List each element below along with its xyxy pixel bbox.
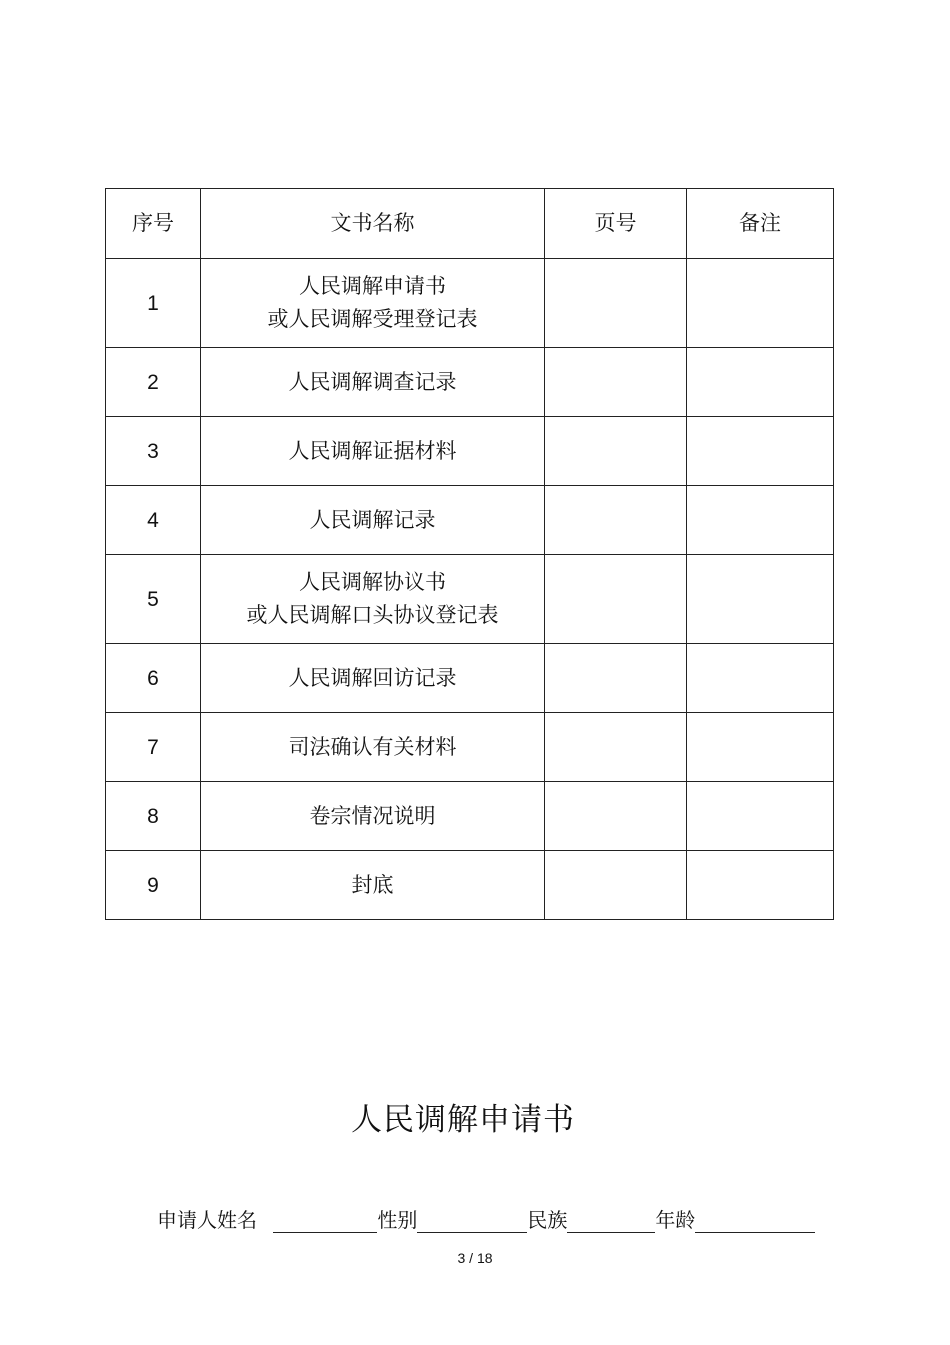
row-number: 2 [106,348,201,417]
remark-cell [687,644,834,713]
applicant-name-field[interactable] [273,1210,377,1233]
document-name-cell: 人民调解证据材料 [201,417,545,486]
remark-cell [687,782,834,851]
document-name-cell: 司法确认有关材料 [201,713,545,782]
remark-cell [687,348,834,417]
remark-cell [687,713,834,782]
document-name-cell: 人民调解调查记录 [201,348,545,417]
page-number-cell [545,259,687,348]
remark-cell [687,417,834,486]
header-remarks: 备注 [687,189,834,259]
document-name-line2: 或人民调解口头协议登记表 [246,603,499,627]
row-number: 7 [106,713,201,782]
table-row [106,348,834,417]
row-number: 4 [106,486,201,555]
document-name-line2: 或人民调解受理登记表 [267,307,478,331]
row-number: 9 [106,851,201,920]
document-name-line1: 人民调解协议书 [299,570,446,594]
page-number: 3 / 18 [457,1250,493,1266]
document-name-cell: 人民调解记录 [201,486,545,555]
table-row [106,555,834,644]
table-row [106,486,834,555]
document-name-cell [201,555,545,644]
page-number-cell [545,486,687,555]
remark-cell [687,555,834,644]
table-row [106,851,834,920]
row-number: 5 [106,555,201,644]
applicant-info-line [157,1204,815,1233]
page-number-cell [545,713,687,782]
page-number-cell [545,644,687,713]
page-number-cell [545,348,687,417]
age-field[interactable] [695,1210,815,1233]
row-number: 8 [106,782,201,851]
ethnicity-label: 民族 [527,1208,568,1232]
table-row [106,782,834,851]
page-number-cell [545,555,687,644]
page-number-cell [545,851,687,920]
document-name-cell [201,259,545,348]
table-row [106,644,834,713]
form-title: 人民调解申请书 [351,1102,575,1138]
header-page-number: 页号 [545,189,687,259]
remark-cell [687,259,834,348]
gender-field[interactable] [417,1210,527,1233]
remark-cell [687,851,834,920]
document-list-table [105,188,834,920]
page-number-cell [545,782,687,851]
document-name-cell: 人民调解回访记录 [201,644,545,713]
table-row [106,417,834,486]
table-row [106,713,834,782]
page-number-cell [545,417,687,486]
document-name-cell: 封底 [201,851,545,920]
gender-label: 性别 [377,1208,418,1232]
age-label: 年龄 [655,1208,696,1232]
document-name-line1: 人民调解申请书 [299,274,446,298]
applicant-name-label: 申请人姓名 [157,1208,257,1232]
ethnicity-field[interactable] [567,1210,655,1233]
remark-cell [687,486,834,555]
table-header-row [106,189,834,259]
header-document-name: 文书名称 [201,189,545,259]
row-number: 1 [106,259,201,348]
header-serial-number: 序号 [106,189,201,259]
row-number: 6 [106,644,201,713]
row-number: 3 [106,417,201,486]
table-row [106,259,834,348]
document-name-cell: 卷宗情况说明 [201,782,545,851]
